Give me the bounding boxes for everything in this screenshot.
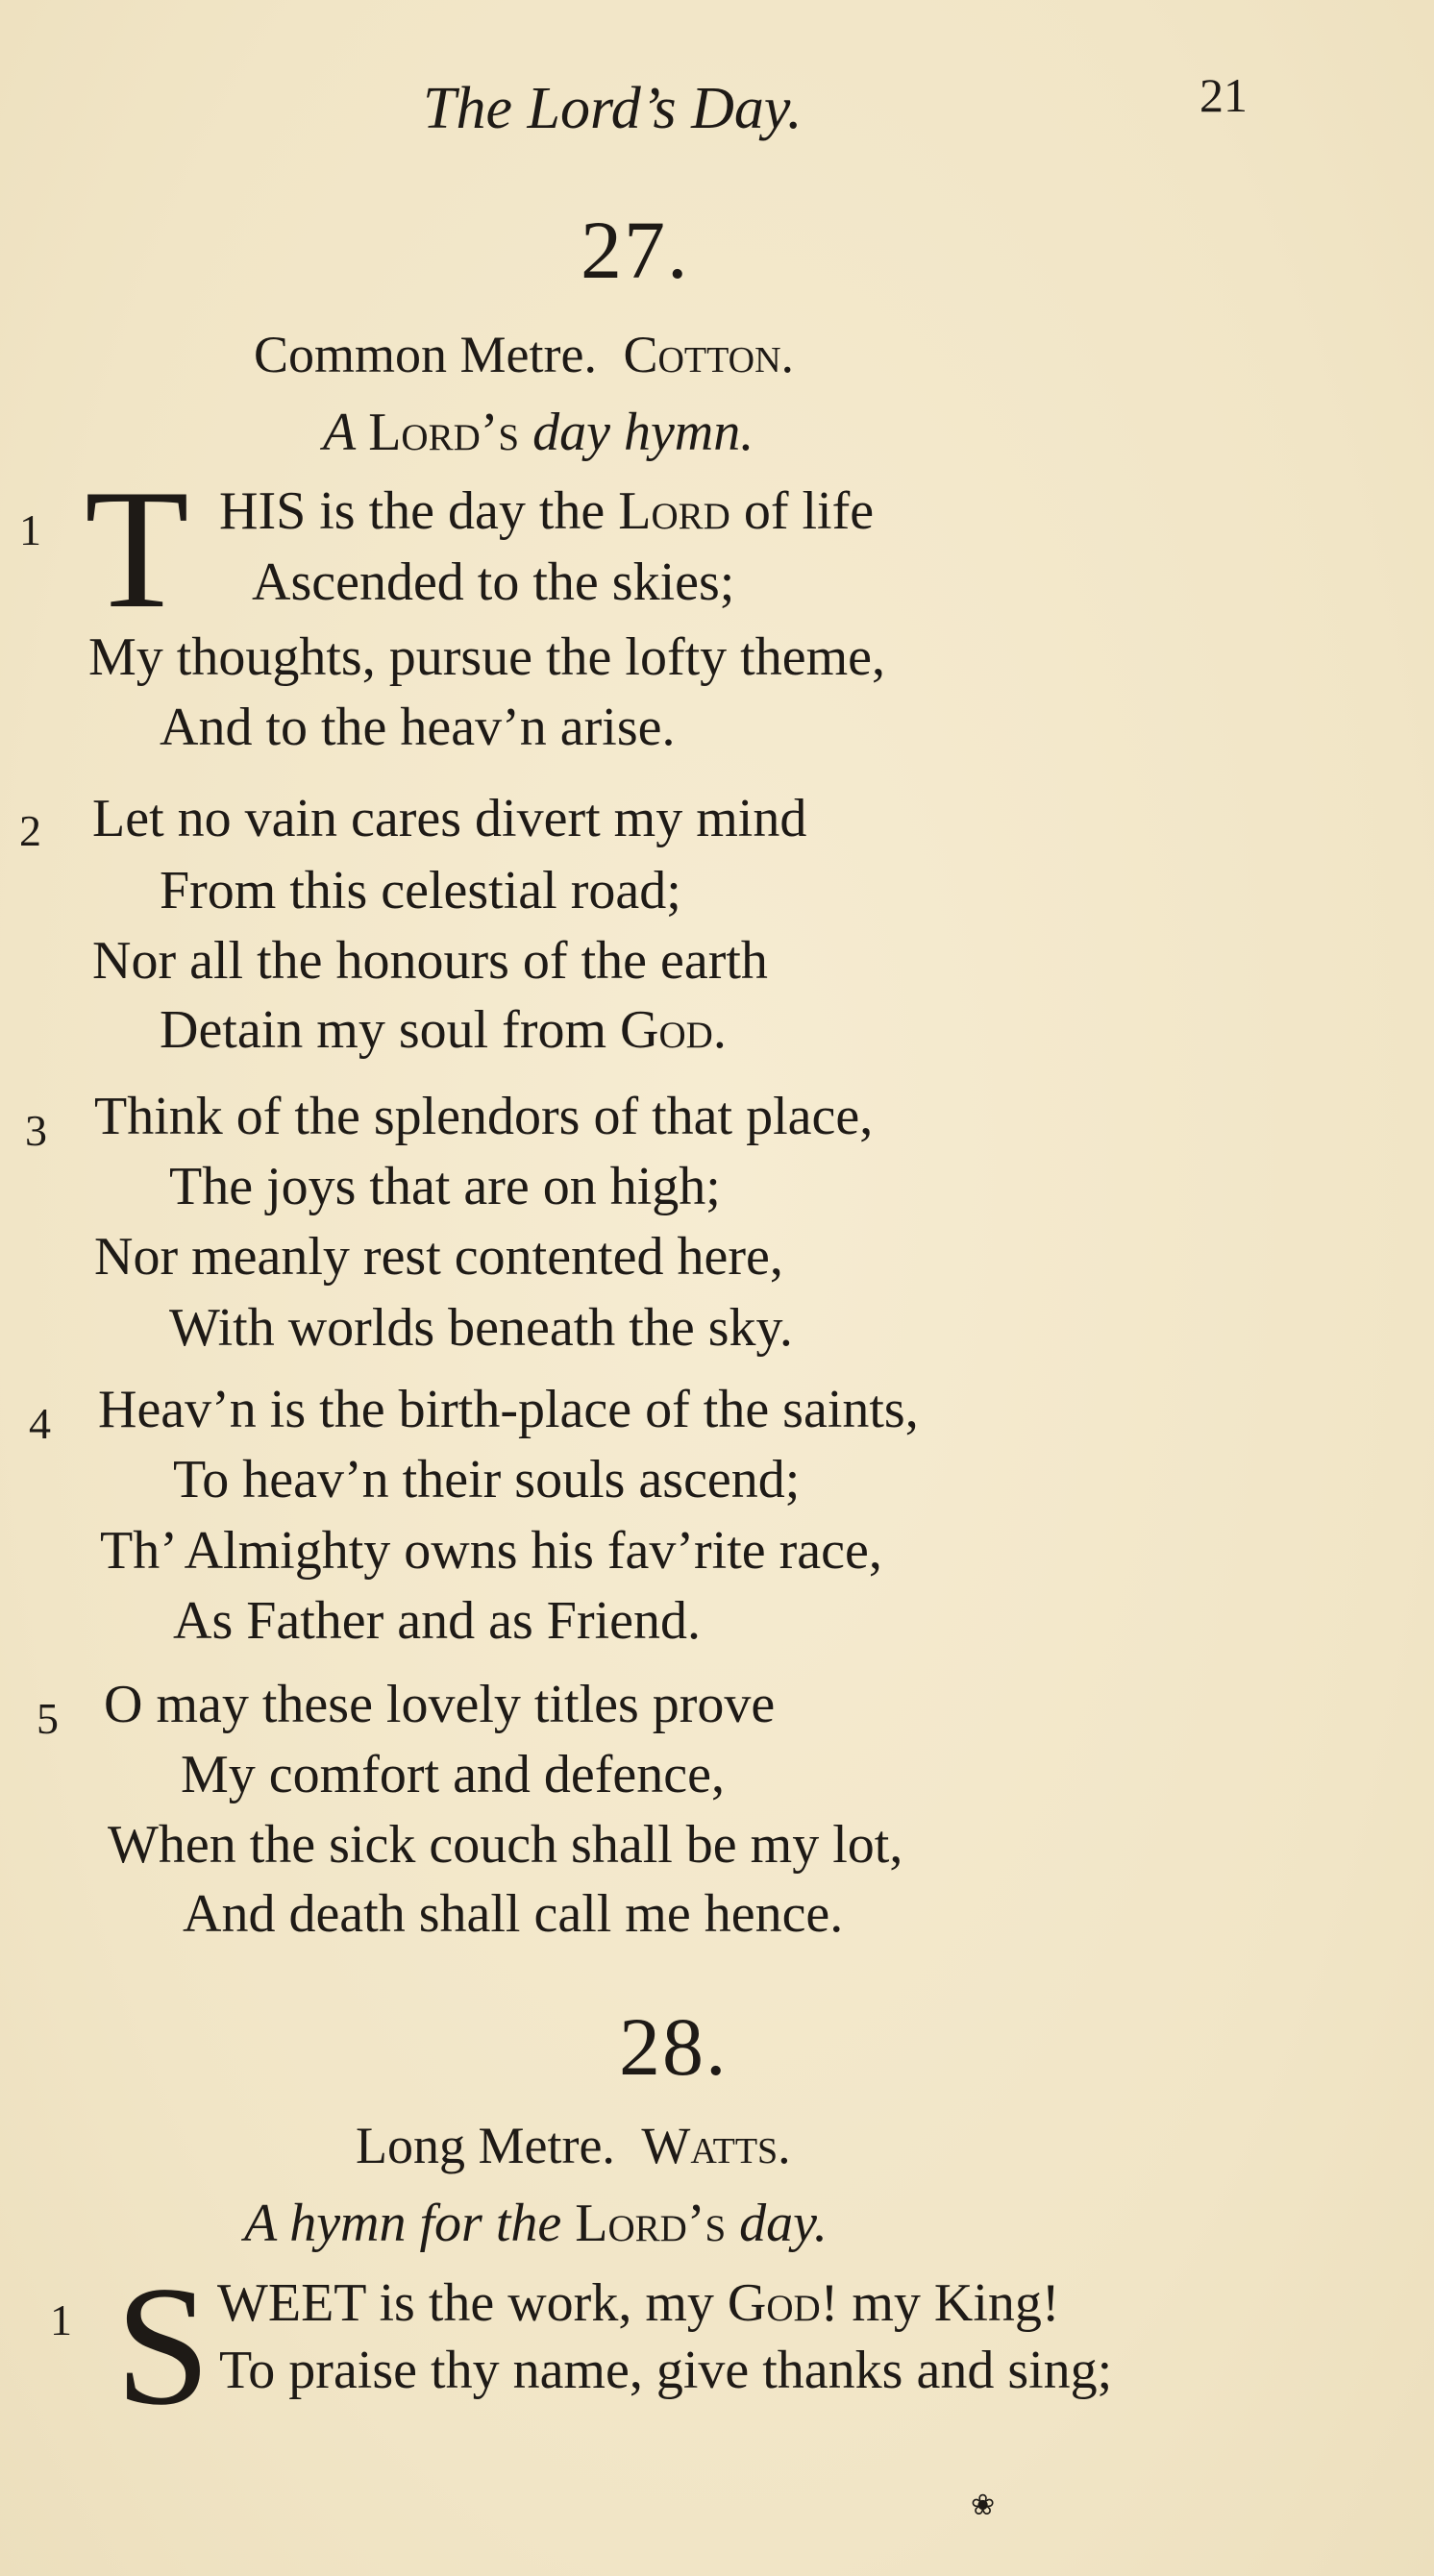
hymn-number-28: 28. bbox=[619, 2000, 729, 2093]
verse-number: 3 bbox=[25, 1106, 47, 1155]
verse-number: 5 bbox=[37, 1694, 59, 1743]
author-name: Watts. bbox=[641, 2117, 791, 2174]
running-head: The Lord’s Day. bbox=[423, 76, 803, 141]
line-text: Detain my soul from bbox=[160, 1000, 607, 1060]
verse-line: Nor all the honours of the earth bbox=[92, 931, 768, 991]
subtitle-text: A hymn for the bbox=[244, 2194, 562, 2253]
verse-line: When the sick couch shall be my lot, bbox=[108, 1815, 903, 1875]
line-smallcaps: Lord bbox=[618, 481, 730, 541]
line-smallcaps: God bbox=[727, 2273, 821, 2333]
drop-cap: T bbox=[85, 454, 189, 644]
verse-line: My thoughts, pursue the lofty theme, bbox=[88, 627, 886, 687]
verse-line: As Father and as Friend. bbox=[173, 1591, 702, 1651]
verse-line: Th’ Almighty owns his fav’rite race, bbox=[100, 1521, 882, 1581]
line-smallcaps: God. bbox=[620, 1000, 727, 1060]
metre-label: Common Metre. bbox=[254, 326, 597, 383]
hymn-28-heading bbox=[356, 2116, 791, 2175]
hymn-27-heading bbox=[254, 325, 794, 384]
verse-line bbox=[219, 480, 874, 542]
verse-line: The joys that are on high; bbox=[169, 1157, 721, 1216]
line-text: ! my King! bbox=[820, 2273, 1060, 2333]
verse-line bbox=[160, 999, 727, 1061]
verse-line: And death shall call me hence. bbox=[183, 1884, 844, 1944]
hymn-28-subtitle bbox=[244, 2193, 828, 2254]
page-number: 21 bbox=[1199, 68, 1248, 122]
subtitle-text: A bbox=[323, 403, 356, 462]
line-text: of life bbox=[743, 481, 875, 541]
verse-line: O may these lovely titles prove bbox=[104, 1675, 776, 1734]
verse-number: 1 bbox=[50, 2295, 72, 2344]
subtitle-smallcaps: Lord’s bbox=[368, 403, 520, 462]
verse-number: 4 bbox=[29, 1399, 51, 1448]
verse-line: Let no vain cares divert my mind bbox=[92, 789, 807, 848]
hymn-27-subtitle bbox=[323, 402, 754, 463]
verse-line: Nor meanly rest contented here, bbox=[94, 1227, 783, 1287]
verse-line: Ascended to the skies; bbox=[252, 552, 735, 612]
verse-line: Think of the splendors of that place, bbox=[94, 1087, 874, 1146]
subtitle-text: day. bbox=[739, 2194, 828, 2253]
line-text: HIS is the day the bbox=[219, 481, 606, 541]
author-name: Cotton. bbox=[623, 326, 795, 383]
hymn-number-27: 27. bbox=[581, 204, 690, 296]
verse-line: To praise thy name, give thanks and sing; bbox=[219, 2341, 1113, 2400]
subtitle-text: day hymn. bbox=[532, 403, 754, 462]
verse-number: 2 bbox=[19, 806, 41, 855]
drop-cap: S bbox=[115, 2250, 210, 2441]
line-text: WEET is the work, my bbox=[217, 2273, 714, 2333]
verse-number: 1 bbox=[19, 505, 41, 554]
subtitle-smallcaps: Lord’s bbox=[575, 2194, 727, 2253]
verse-line: To heav’n their souls ascend; bbox=[173, 1450, 801, 1509]
printer-ornament: ❀ bbox=[971, 2490, 996, 2521]
metre-label: Long Metre. bbox=[356, 2117, 615, 2174]
verse-line: My comfort and defence, bbox=[181, 1745, 725, 1804]
verse-line: From this celestial road; bbox=[160, 861, 681, 920]
verse-line bbox=[217, 2272, 1060, 2334]
verse-line: Heav’n is the birth-place of the saints, bbox=[98, 1380, 919, 1439]
verse-line: And to the heav’n arise. bbox=[160, 698, 676, 757]
verse-line: With worlds beneath the sky. bbox=[169, 1298, 793, 1358]
